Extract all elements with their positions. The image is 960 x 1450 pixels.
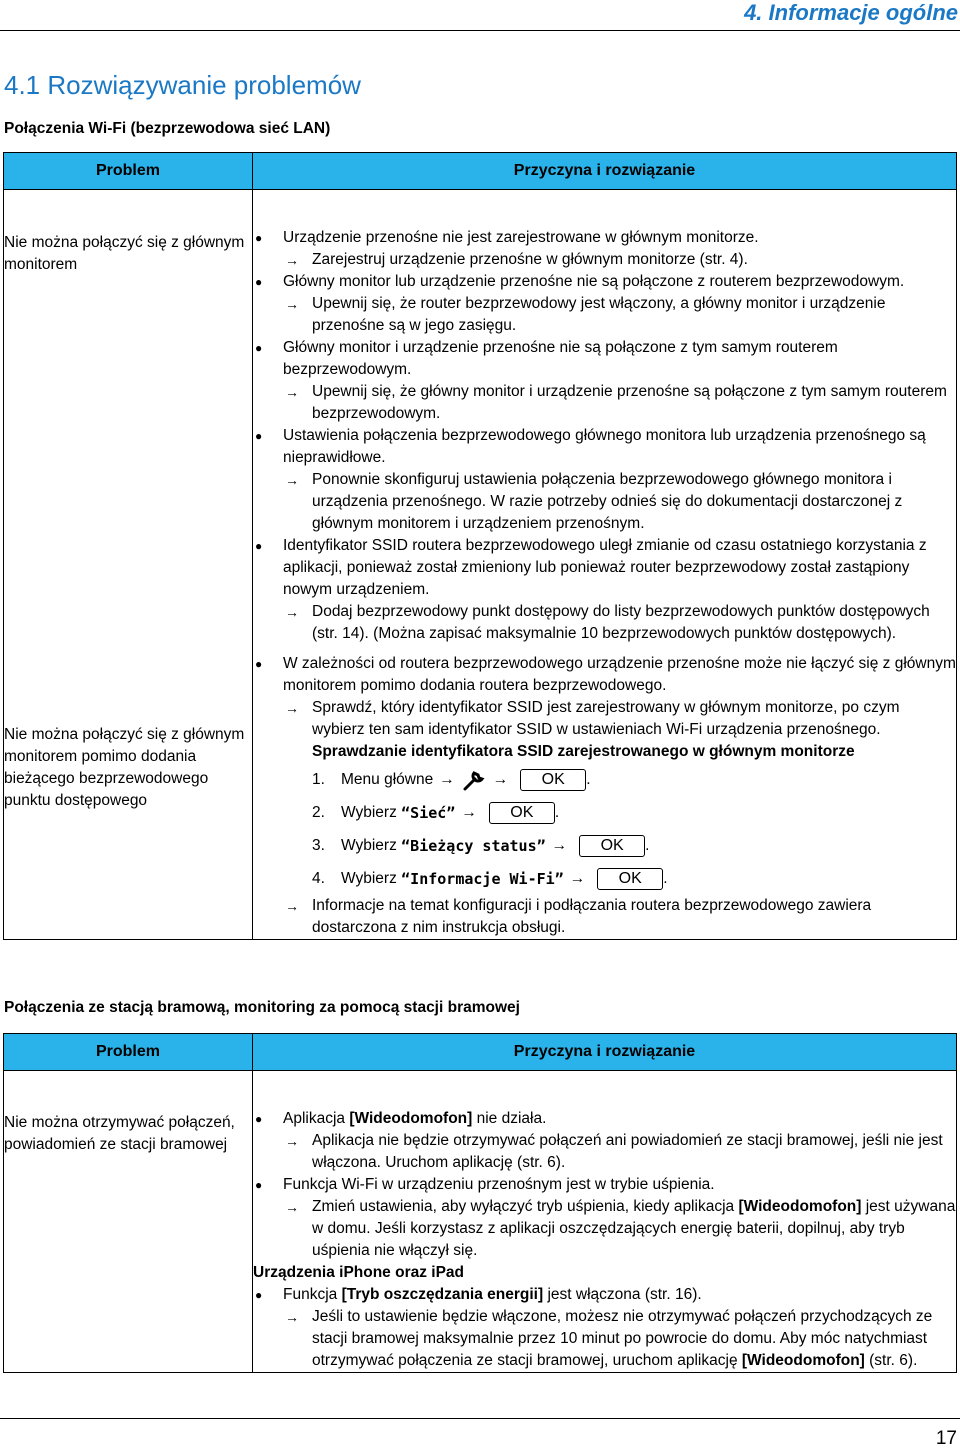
arrow-icon: → (569, 869, 586, 887)
solution-step: → Ponownie skonfiguruj ustawienia połączenia bezprzewodowego głównego monitora i urządzenia przenośnego. W razie potrzeby odnieś się do dokumentacji dostarczonej z głównym monitorem i urządzeniem przenośnym. (253, 469, 956, 535)
solution-step (253, 1306, 956, 1372)
solution-step: → Dodaj bezprzewodowy punkt dostępowy do listy bezprzewodowych punktów dostępowych (str. 14). (Można zapisać maksymalnie 10 bezprzewodowych punktów dostępowych). (253, 601, 956, 645)
period: . (645, 836, 650, 854)
step-number: 2. (312, 803, 325, 821)
wifi-heading: Połączenia Wi-Fi (bezprzewodowa sieć LAN) (4, 120, 331, 137)
text-span: Jeśli to ustawienie będzie włączone, możesz nie otrzymywać połączeń przychodzących ze stacji bramowej maksymalnie przez 10 minut po powrocie do domu. Aby móc natychmiast otrzymywać połączenia ze stacji bramowej, uruchom aplikację (312, 1308, 933, 1369)
cause-bullet: ● Urządzenie przenośne nie jest zarejestrowane w głównym monitorze. (253, 227, 956, 249)
menu-item-name: “Informacje Wi-Fi” (401, 869, 564, 888)
solution-step: → Informacje na temat konfiguracji i podłączania routera bezprzewodowego zawiera dostarczona z nim instrukcja obsługi. (253, 895, 956, 939)
solution-step: → Aplikacja nie będzie otrzymywać połączeń ani powiadomień ze stacji bramowej, jeśli nie jest włączona. Uruchom aplikację (str. 6). (253, 1130, 956, 1174)
ok-button[interactable]: OK (489, 802, 555, 824)
app-name: [Wideodomofon] (738, 1198, 862, 1215)
table-header-row (4, 153, 957, 190)
problem-cell (4, 190, 253, 940)
setting-name: [Tryb oszczędzania energii] (341, 1286, 544, 1303)
solution-step: → Upewnij się, że router bezprzewodowy jest włączony, a główny monitor i urządzenie przenośne są w jego zasięgu. (253, 293, 956, 337)
step-number: 1. (312, 770, 325, 788)
step-text: Wybierz (341, 803, 397, 821)
header-rule (0, 30, 960, 31)
text-span: Funkcja (283, 1286, 342, 1303)
arrow-icon: → (551, 836, 568, 854)
cause-bullet: ● Główny monitor lub urządzenie przenośne nie są połączone z routerem bezprzewodowym. (253, 271, 956, 293)
period: . (663, 869, 668, 887)
text-span: jest używana w domu. Jeśli korzystasz z aplikacji oszczędzających energię baterii, dopilnuj, aby tryb uśpienia nie włączył się. (312, 1198, 956, 1259)
table-row (4, 1071, 957, 1373)
arrow-icon: → (492, 770, 509, 788)
menu-item-name: “Bieżący status” (401, 836, 546, 855)
procedure-step-1 (253, 763, 956, 796)
step-text: Wybierz (341, 836, 397, 854)
footer-rule (0, 1418, 960, 1419)
wifi-troubleshooting-table (3, 152, 957, 940)
page-number: 17 (935, 1428, 957, 1449)
cause-bullet: ● Główny monitor i urządzenie przenośne nie są połączone z tym samym routerem bezprzewodowym. (253, 337, 956, 381)
period: . (586, 770, 591, 788)
cause-bullet: ● W zależności od routera bezprzewodowego urządzenie przenośne może nie łączyć się z głównym monitorem pomimo dodania routera bezprzewodowego. (253, 653, 956, 697)
chapter-title: 4. Informacje ogólne (744, 0, 958, 25)
text-span: nie działa. (472, 1110, 547, 1127)
problem-text: Nie można połączyć się z głównym monitorem pomimo dodania bieżącego bezprzewodowego punktu dostępowego (4, 726, 245, 809)
section-title: 4.1 Rozwiązywanie problemów (4, 70, 361, 100)
problem-text: Nie można połączyć się z głównym monitorem (4, 234, 245, 273)
cause-bullet: ● Identyfikator SSID routera bezprzewodowego uległ zmianie od czasu ostatniego korzystania z aplikacji, ponieważ został zmieniony lub ponieważ router bezprzewodowy został zastąpiony nowym urządzeniem. (253, 535, 956, 601)
column-header-cause: Przyczyna i rozwiązanie (253, 1034, 957, 1071)
text-span: Aplikacja (283, 1110, 350, 1127)
wrench-icon (461, 769, 487, 791)
procedure-step-3 (253, 829, 956, 862)
procedure-step-2 (253, 796, 956, 829)
problem-text: Nie można otrzymywać połączeń, powiadomień ze stacji bramowej (4, 1114, 235, 1153)
problem-cell (4, 1071, 253, 1373)
arrow-icon: → (461, 803, 477, 821)
solution-step: → Sprawdź, który identyfikator SSID jest zarejestrowany w głównym monitorze, po czym wybierz ten sam identyfikator SSID w ustawieniach Wi-Fi urządzenia przenośnego. (253, 697, 956, 741)
arrow-icon: → (439, 770, 455, 788)
app-name: [Wideodomofon] (349, 1110, 473, 1127)
text-span: Zmień ustawienia, aby wyłączyć tryb uśpienia, kiedy aplikacja (312, 1198, 739, 1215)
ok-button[interactable]: OK (520, 769, 586, 791)
ok-button[interactable]: OK (579, 835, 645, 857)
cause-bullet (253, 1284, 956, 1306)
text-span: jest włączona (str. 16). (543, 1286, 702, 1303)
step-number: 4. (312, 869, 325, 887)
cause-bullet: ● Ustawienia połączenia bezprzewodowego głównego monitora lub urządzenia przenośnego są nieprawidłowe. (253, 425, 956, 469)
step-text: Wybierz (341, 869, 397, 887)
ok-button[interactable]: OK (597, 868, 663, 890)
table-header-row (4, 1034, 957, 1071)
column-header-cause: Przyczyna i rozwiązanie (253, 153, 957, 190)
solution-cell (253, 190, 957, 940)
menu-item-name: “Sieć” (401, 803, 456, 822)
solution-step: → Zarejestruj urządzenie przenośne w głównym monitorze (str. 4). (253, 249, 956, 271)
cause-bullet (253, 1108, 956, 1130)
gateway-heading: Połączenia ze stacją bramową, monitoring za pomocą stacji bramowej (4, 999, 520, 1016)
step-text: Menu główne (341, 770, 434, 788)
app-name: [Wideodomofon] (741, 1352, 865, 1369)
procedure-heading: Sprawdzanie identyfikatora SSID zarejestrowanego w głównym monitorze (312, 743, 855, 760)
column-header-problem: Problem (4, 153, 253, 190)
period: . (554, 803, 560, 821)
text-span: (str. 6). (864, 1352, 918, 1369)
step-number: 3. (312, 836, 325, 854)
solution-cell (253, 1071, 957, 1373)
procedure-step-4 (253, 862, 956, 895)
column-header-problem: Problem (4, 1034, 253, 1071)
device-subheading: Urządzenia iPhone oraz iPad (253, 1264, 465, 1281)
cause-bullet: ● Funkcja Wi-Fi w urządzeniu przenośnym jest w trybie uśpienia. (253, 1174, 956, 1196)
gateway-troubleshooting-table (3, 1033, 957, 1373)
table-row (4, 190, 957, 940)
solution-step (253, 1196, 956, 1262)
solution-step: → Upewnij się, że główny monitor i urządzenie przenośne są połączone z tym samym routerem bezprzewodowym. (253, 381, 956, 425)
